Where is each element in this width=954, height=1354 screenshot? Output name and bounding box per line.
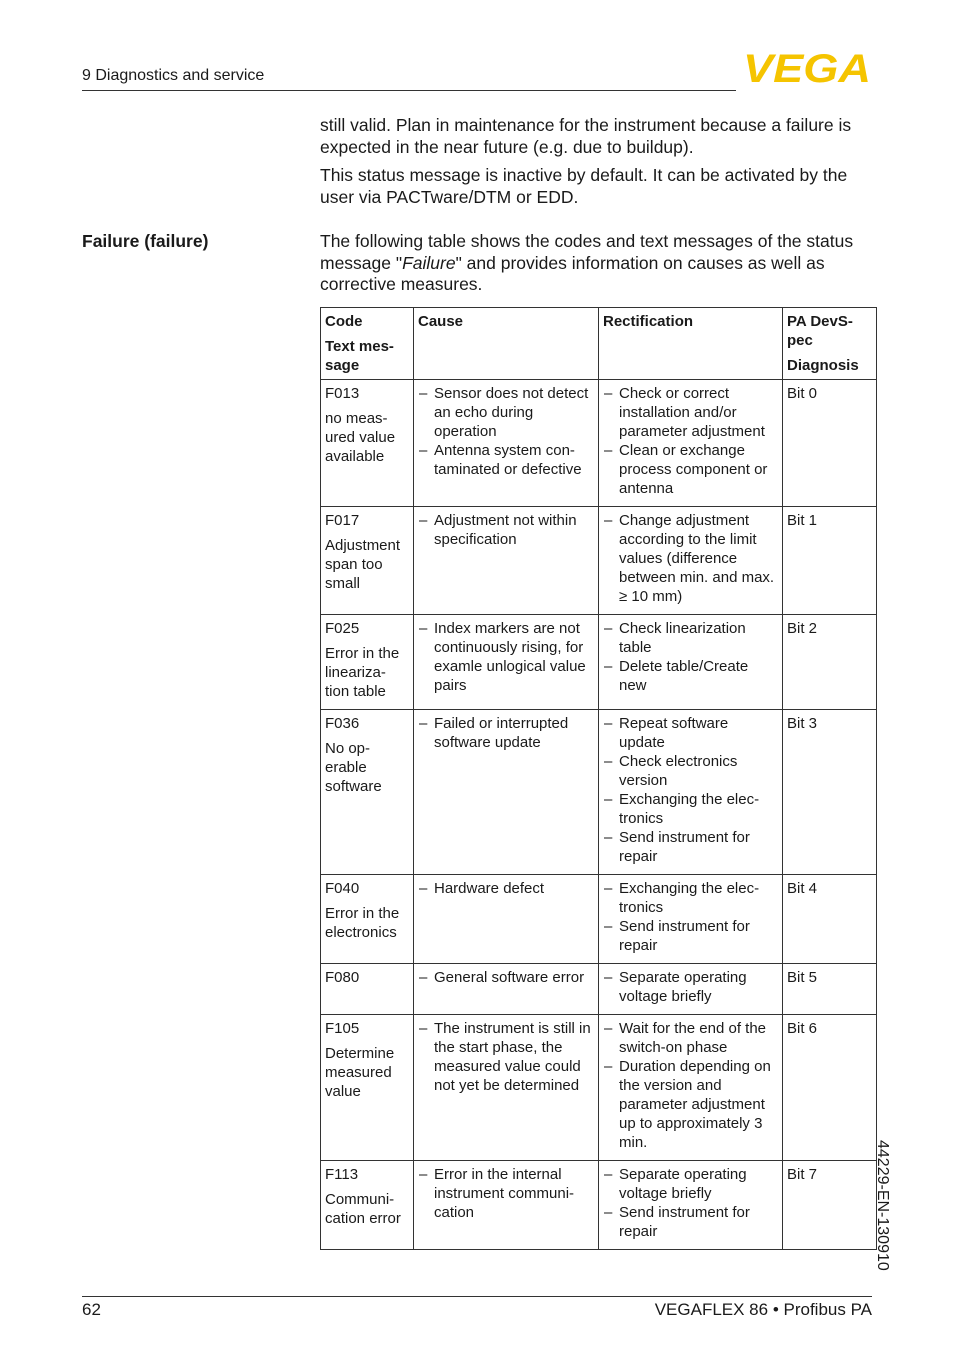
cell-diagnosis	[783, 964, 877, 1015]
rectification-item: – Send instrument for repair	[603, 917, 778, 955]
rectification-item: – Duration depending on the version and parameter adjustment up to approximately 3 min.	[603, 1057, 778, 1152]
cell-diagnosis	[783, 875, 877, 964]
failure-description: The following table shows the codes and text messages of the status message "Failure" and provides information on causes as well as corrective measures.	[320, 231, 854, 294]
rectification-item: – Separate operating voltage briefly	[603, 1165, 778, 1203]
cell-code	[321, 615, 414, 710]
rectification-list	[603, 1019, 778, 1152]
table-header-row	[321, 308, 877, 380]
cell-rectification	[599, 1161, 783, 1250]
rectification-item: – Check electronics version	[603, 752, 778, 790]
table-row	[321, 1015, 877, 1161]
failure-code: F040	[325, 880, 360, 897]
failure-heading: Failure (failure)	[82, 231, 209, 251]
failure-code: F105	[325, 1020, 360, 1037]
cause-list	[418, 384, 594, 479]
cell-code	[321, 710, 414, 875]
failure-code: F080	[325, 969, 360, 986]
rectification-list	[603, 511, 778, 606]
cell-code	[321, 875, 414, 964]
failure-status-table	[320, 307, 877, 1250]
cell-cause	[414, 964, 599, 1015]
table-row	[321, 1161, 877, 1250]
svg-text:VEGA: VEGA	[743, 51, 871, 85]
failure-message: Adjustment span too small	[325, 537, 401, 592]
cause-item: – Error in the internal instrument communi-cation	[418, 1165, 594, 1222]
rectification-item: – Repeat software update	[603, 714, 778, 752]
rectification-item: – Wait for the end of the switch-on phase	[603, 1019, 778, 1057]
diagnosis-bit: Bit 1	[787, 512, 818, 529]
cell-code	[321, 1161, 414, 1250]
cause-item: – Adjustment not within specification	[418, 511, 594, 549]
diagnosis-bit: Bit 0	[787, 385, 818, 402]
cell-diagnosis	[783, 615, 877, 710]
rectification-item: – Check linearization table	[603, 619, 778, 657]
diagnosis-bit: Bit 7	[787, 1166, 818, 1183]
table-row	[321, 964, 877, 1015]
section-title: 9 Diagnostics and service	[82, 67, 265, 84]
failure-message: Error in the electronics	[325, 905, 400, 941]
cell-diagnosis	[783, 710, 877, 875]
cell-cause	[414, 615, 599, 710]
failure-message: Determine measured value	[325, 1045, 395, 1100]
cell-rectification	[599, 615, 783, 710]
cause-item: – General software error	[418, 968, 594, 987]
rectification-item: – Separate operating voltage briefly	[603, 968, 778, 1006]
intro-paragraph-2: This status message is inactive by default. It can be activated by the user via PACTware/DTM or EDD.	[320, 165, 848, 207]
rectification-list	[603, 879, 778, 955]
document-id: 44229-EN-130910	[874, 1140, 891, 1271]
rectification-item: – Clean or exchange process component or antenna	[603, 441, 778, 498]
rectification-list	[603, 714, 778, 866]
product-name: VEGAFLEX 86 • Profibus PA	[654, 1300, 872, 1319]
header-rectification: Rectification	[599, 308, 783, 380]
cell-rectification	[599, 380, 783, 507]
cell-code	[321, 964, 414, 1015]
page-number: 62	[82, 1300, 101, 1319]
cell-diagnosis	[783, 1015, 877, 1161]
cell-rectification	[599, 1015, 783, 1161]
cause-item: – Failed or interrupted software update	[418, 714, 594, 752]
cause-item: – The instrument is still in the start phase, the measured value could not yet be determined	[418, 1019, 594, 1095]
cause-item: – Antenna system con-taminated or defective	[418, 441, 594, 479]
cause-list	[418, 879, 594, 898]
table-row	[321, 615, 877, 710]
cell-cause	[414, 710, 599, 875]
failure-code: F113	[325, 1166, 359, 1183]
header-pa-diagnosis: PA DevS-pec Diagnosis	[783, 308, 877, 380]
rectification-item: – Check or correct installation and/or parameter adjustment	[603, 384, 778, 441]
rectification-list	[603, 1165, 778, 1241]
failure-code: F025	[325, 620, 360, 637]
cell-diagnosis	[783, 507, 877, 615]
cell-cause	[414, 380, 599, 507]
diagnosis-bit: Bit 6	[787, 1020, 818, 1037]
diagnosis-bit: Bit 5	[787, 969, 818, 986]
failure-code: F013	[325, 385, 360, 402]
failure-message: Communi-cation error	[325, 1191, 401, 1227]
cell-rectification	[599, 507, 783, 615]
cell-diagnosis	[783, 1161, 877, 1250]
intro-paragraph-1: still valid. Plan in maintenance for the instrument because a failure is expected in the near future (e.g. due to buildup).	[320, 115, 852, 157]
cause-item: – Index markers are not continuously rising, for examle unlogical value pairs	[418, 619, 594, 695]
rectification-item: – Send instrument for repair	[603, 1203, 778, 1241]
cause-item: – Hardware defect	[418, 879, 594, 898]
rectification-list	[603, 384, 778, 498]
diagnosis-bit: Bit 2	[787, 620, 818, 637]
table-row	[321, 380, 877, 507]
cause-item: – Sensor does not detect an echo during operation	[418, 384, 594, 441]
cell-diagnosis	[783, 380, 877, 507]
cell-cause	[414, 875, 599, 964]
failure-code: F036	[325, 715, 360, 732]
table-row	[321, 875, 877, 964]
rectification-list	[603, 619, 778, 695]
header-rule	[82, 90, 736, 91]
footer-rule	[82, 1296, 872, 1297]
cell-cause	[414, 1161, 599, 1250]
rectification-item: – Delete table/Create new	[603, 657, 778, 695]
rectification-item: – Change adjustment according to the limit values (difference between min. and max. ≥ 10 mm)	[603, 511, 778, 606]
cell-code	[321, 1015, 414, 1161]
cell-code	[321, 507, 414, 615]
cause-list	[418, 1165, 594, 1222]
cell-rectification	[599, 710, 783, 875]
rectification-item: – Exchanging the elec-tronics	[603, 790, 778, 828]
cause-list	[418, 619, 594, 695]
cause-list	[418, 1019, 594, 1095]
cause-list	[418, 714, 594, 752]
cell-rectification	[599, 964, 783, 1015]
cell-cause	[414, 507, 599, 615]
failure-message: Error in the lineariza-tion table	[325, 645, 400, 700]
failure-code: F017	[325, 512, 360, 529]
cause-list	[418, 511, 594, 549]
failure-italic-term: Failure	[402, 252, 456, 273]
cause-list	[418, 968, 594, 987]
vega-logo	[741, 51, 873, 85]
header-cause: Cause	[414, 308, 599, 380]
table-row	[321, 507, 877, 615]
table-row	[321, 710, 877, 875]
diagnosis-bit: Bit 3	[787, 715, 818, 732]
cell-rectification	[599, 875, 783, 964]
cell-code	[321, 380, 414, 507]
rectification-item: – Send instrument for repair	[603, 828, 778, 866]
failure-message: No op-erable software	[325, 740, 382, 795]
cell-cause	[414, 1015, 599, 1161]
failure-message: no meas-ured value available	[325, 410, 396, 465]
rectification-list	[603, 968, 778, 1006]
diagnosis-bit: Bit 4	[787, 880, 818, 897]
rectification-item: – Exchanging the elec-tronics	[603, 879, 778, 917]
header-code: Code Text mes-sage	[321, 308, 414, 380]
